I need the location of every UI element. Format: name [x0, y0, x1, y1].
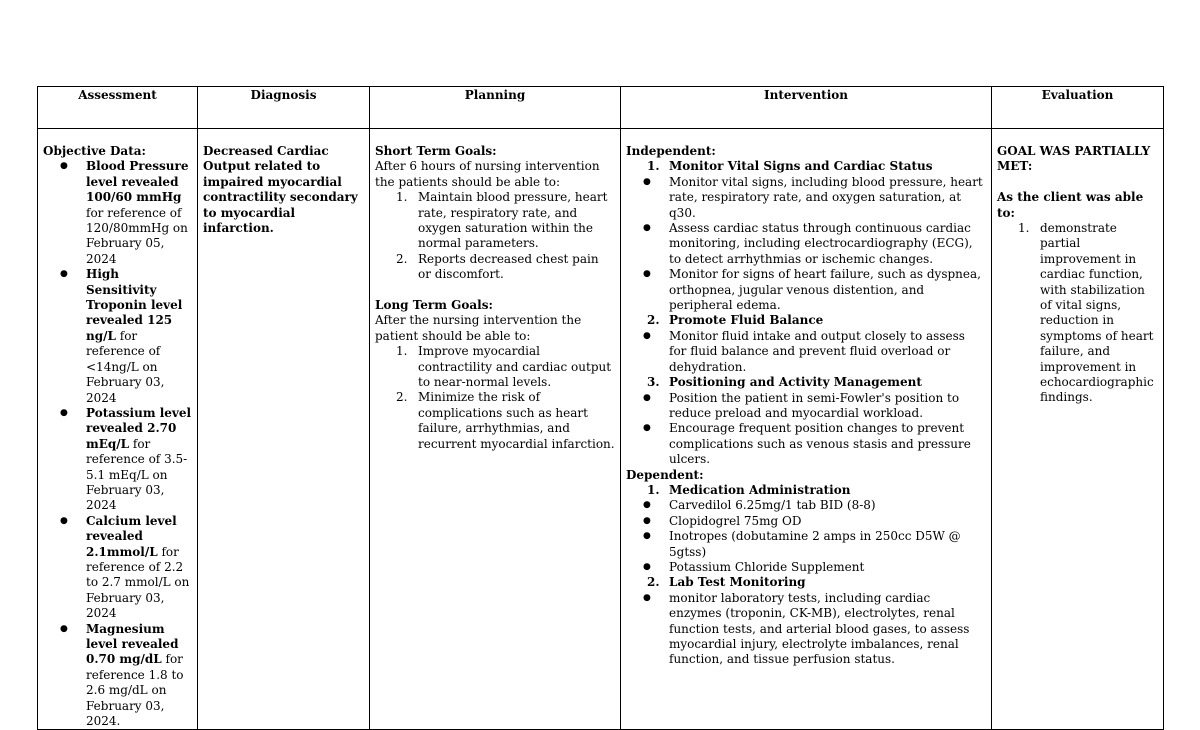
long-term-intro: After the nursing intervention the patient should be able to:: [375, 313, 582, 343]
dependent-heading: Dependent:: [626, 467, 704, 482]
short-term-goals-heading: Short Term Goals:: [375, 144, 497, 158]
assessment-list: [43, 159, 192, 729]
long-term-goals-list: [375, 344, 615, 452]
evaluation-item: 1. demonstrate partial improvement in cardiac function, with stabilization of vital signs, reduction in symptoms of heart failure, and improvement in echocardiographic findings.: [1018, 221, 1154, 405]
assessment-item: ● Magnesium level revealed 0.70 mg/dL for reference 1.8 to 2.6 mg/dL on February 03, 2024.: [86, 622, 192, 730]
intervention-bullets: [626, 391, 986, 468]
goal-item: 2. Reports decreased chest pain or discomfort.: [396, 251, 599, 282]
intervention-bullets: [626, 591, 986, 668]
assessment-item: ● Blood Pressure level revealed 100/60 mmHg for reference of 120/80mmHg on February 05, 2024: [86, 159, 192, 267]
header-planning: Planning: [370, 87, 621, 129]
intervention-group: 2. Lab Test Monitoring: [647, 575, 806, 590]
intervention-bullet: ● Monitor for signs of heart failure, such as dyspnea, orthopnea, jugular venous distention, and peripheral edema.: [669, 267, 986, 313]
assessment-item: ● Potassium level revealed 2.70 mEq/L for reference of 3.5-5.1 mEq/L on February 03, 2024: [86, 406, 192, 514]
independent-heading: Independent:: [626, 144, 716, 158]
intervention-cell: [621, 129, 992, 730]
diagnosis-cell: [198, 129, 370, 730]
intervention-bullet: ● Potassium Chloride Supplement: [669, 560, 986, 575]
intervention-bullet: ● Assess cardiac status through continuous cardiac monitoring, including electrocardiography (ECG), to detect arrhythmias or ischemic changes.: [669, 221, 986, 267]
intervention-bullets: [626, 175, 986, 314]
evaluation-cell: [992, 129, 1164, 730]
header-diagnosis: Diagnosis: [198, 87, 370, 129]
nursing-care-plan-table: [37, 86, 1164, 730]
header-row: [38, 87, 1164, 129]
objective-data-heading: Objective Data:: [43, 144, 146, 158]
intervention-bullet: ● Inotropes (dobutamine 2 amps in 250cc D5W @ 5gtss): [669, 529, 986, 560]
goal-status: GOAL WAS PARTIALLY MET:: [997, 144, 1151, 174]
assessment-cell: [38, 129, 198, 730]
intervention-group: 1. Medication Administration: [647, 482, 851, 497]
intervention-bullet: ● Clopidogrel 75mg OD: [669, 514, 986, 529]
intervention-bullet: ● Monitor vital signs, including blood pressure, heart rate, respiratory rate, and oxygen saturation, at q30.: [669, 175, 986, 221]
assessment-item: ● High Sensitivity Troponin level revealed 125 ng/L for reference of <14ng/L on February 03, 2024: [86, 267, 192, 406]
header-evaluation: Evaluation: [992, 87, 1164, 129]
planning-cell: [370, 129, 621, 730]
evaluation-list: [997, 221, 1158, 406]
header-intervention: Intervention: [621, 87, 992, 129]
intervention-group: 2. Promote Fluid Balance: [647, 313, 824, 328]
intervention-bullets: [626, 498, 986, 575]
short-term-intro: After 6 hours of nursing intervention the patients should be able to:: [375, 159, 600, 189]
intervention-group: 3. Positioning and Activity Management: [647, 375, 922, 390]
intervention-bullet: ● monitor laboratory tests, including cardiac enzymes (troponin, CK-MB), electrolytes, renal function tests, and arterial blood gases, to assess myocardial injury, electrolyte imbalances, renal function, and tissue perfusion status.: [669, 591, 986, 668]
long-term-goals-heading: Long Term Goals:: [375, 298, 493, 313]
content-row: [38, 129, 1164, 730]
short-term-goals-list: [375, 190, 615, 282]
diagnosis-text: Decreased Cardiac Output related to impaired myocardial contractility secondary to myocardial infarction.: [203, 144, 358, 236]
intervention-bullet: ● Monitor fluid intake and output closely to assess for fluid balance and prevent fluid overload or dehydration.: [669, 329, 986, 375]
intervention-group: 1. Monitor Vital Signs and Cardiac Status: [647, 159, 933, 174]
header-assessment: Assessment: [38, 87, 198, 129]
intervention-bullet: ● Position the patient in semi-Fowler's position to reduce preload and myocardial workload.: [669, 391, 986, 422]
goal-item: 2. Minimize the risk of complications such as heart failure, arrhythmias, and recurrent myocardial infarction.: [396, 390, 615, 451]
goal-item: 1. Maintain blood pressure, heart rate, respiratory rate, and oxygen saturation within the normal parameters.: [396, 190, 608, 251]
independent-list: [626, 159, 986, 174]
goal-item: 1. Improve myocardial contractility and cardiac output to near-normal levels.: [396, 344, 612, 390]
assessment-item: ● Calcium level revealed 2.1mmol/L for reference of 2.2 to 2.7 mmol/L on February 03, 2024: [86, 514, 192, 622]
intervention-bullets: [626, 329, 986, 375]
evaluation-intro: As the client was able to:: [997, 190, 1144, 220]
intervention-bullet: ● Encourage frequent position changes to prevent complications such as venous stasis and pressure ulcers.: [669, 421, 986, 467]
intervention-bullet: ● Carvedilol 6.25mg/1 tab BID (8-8): [669, 498, 986, 513]
